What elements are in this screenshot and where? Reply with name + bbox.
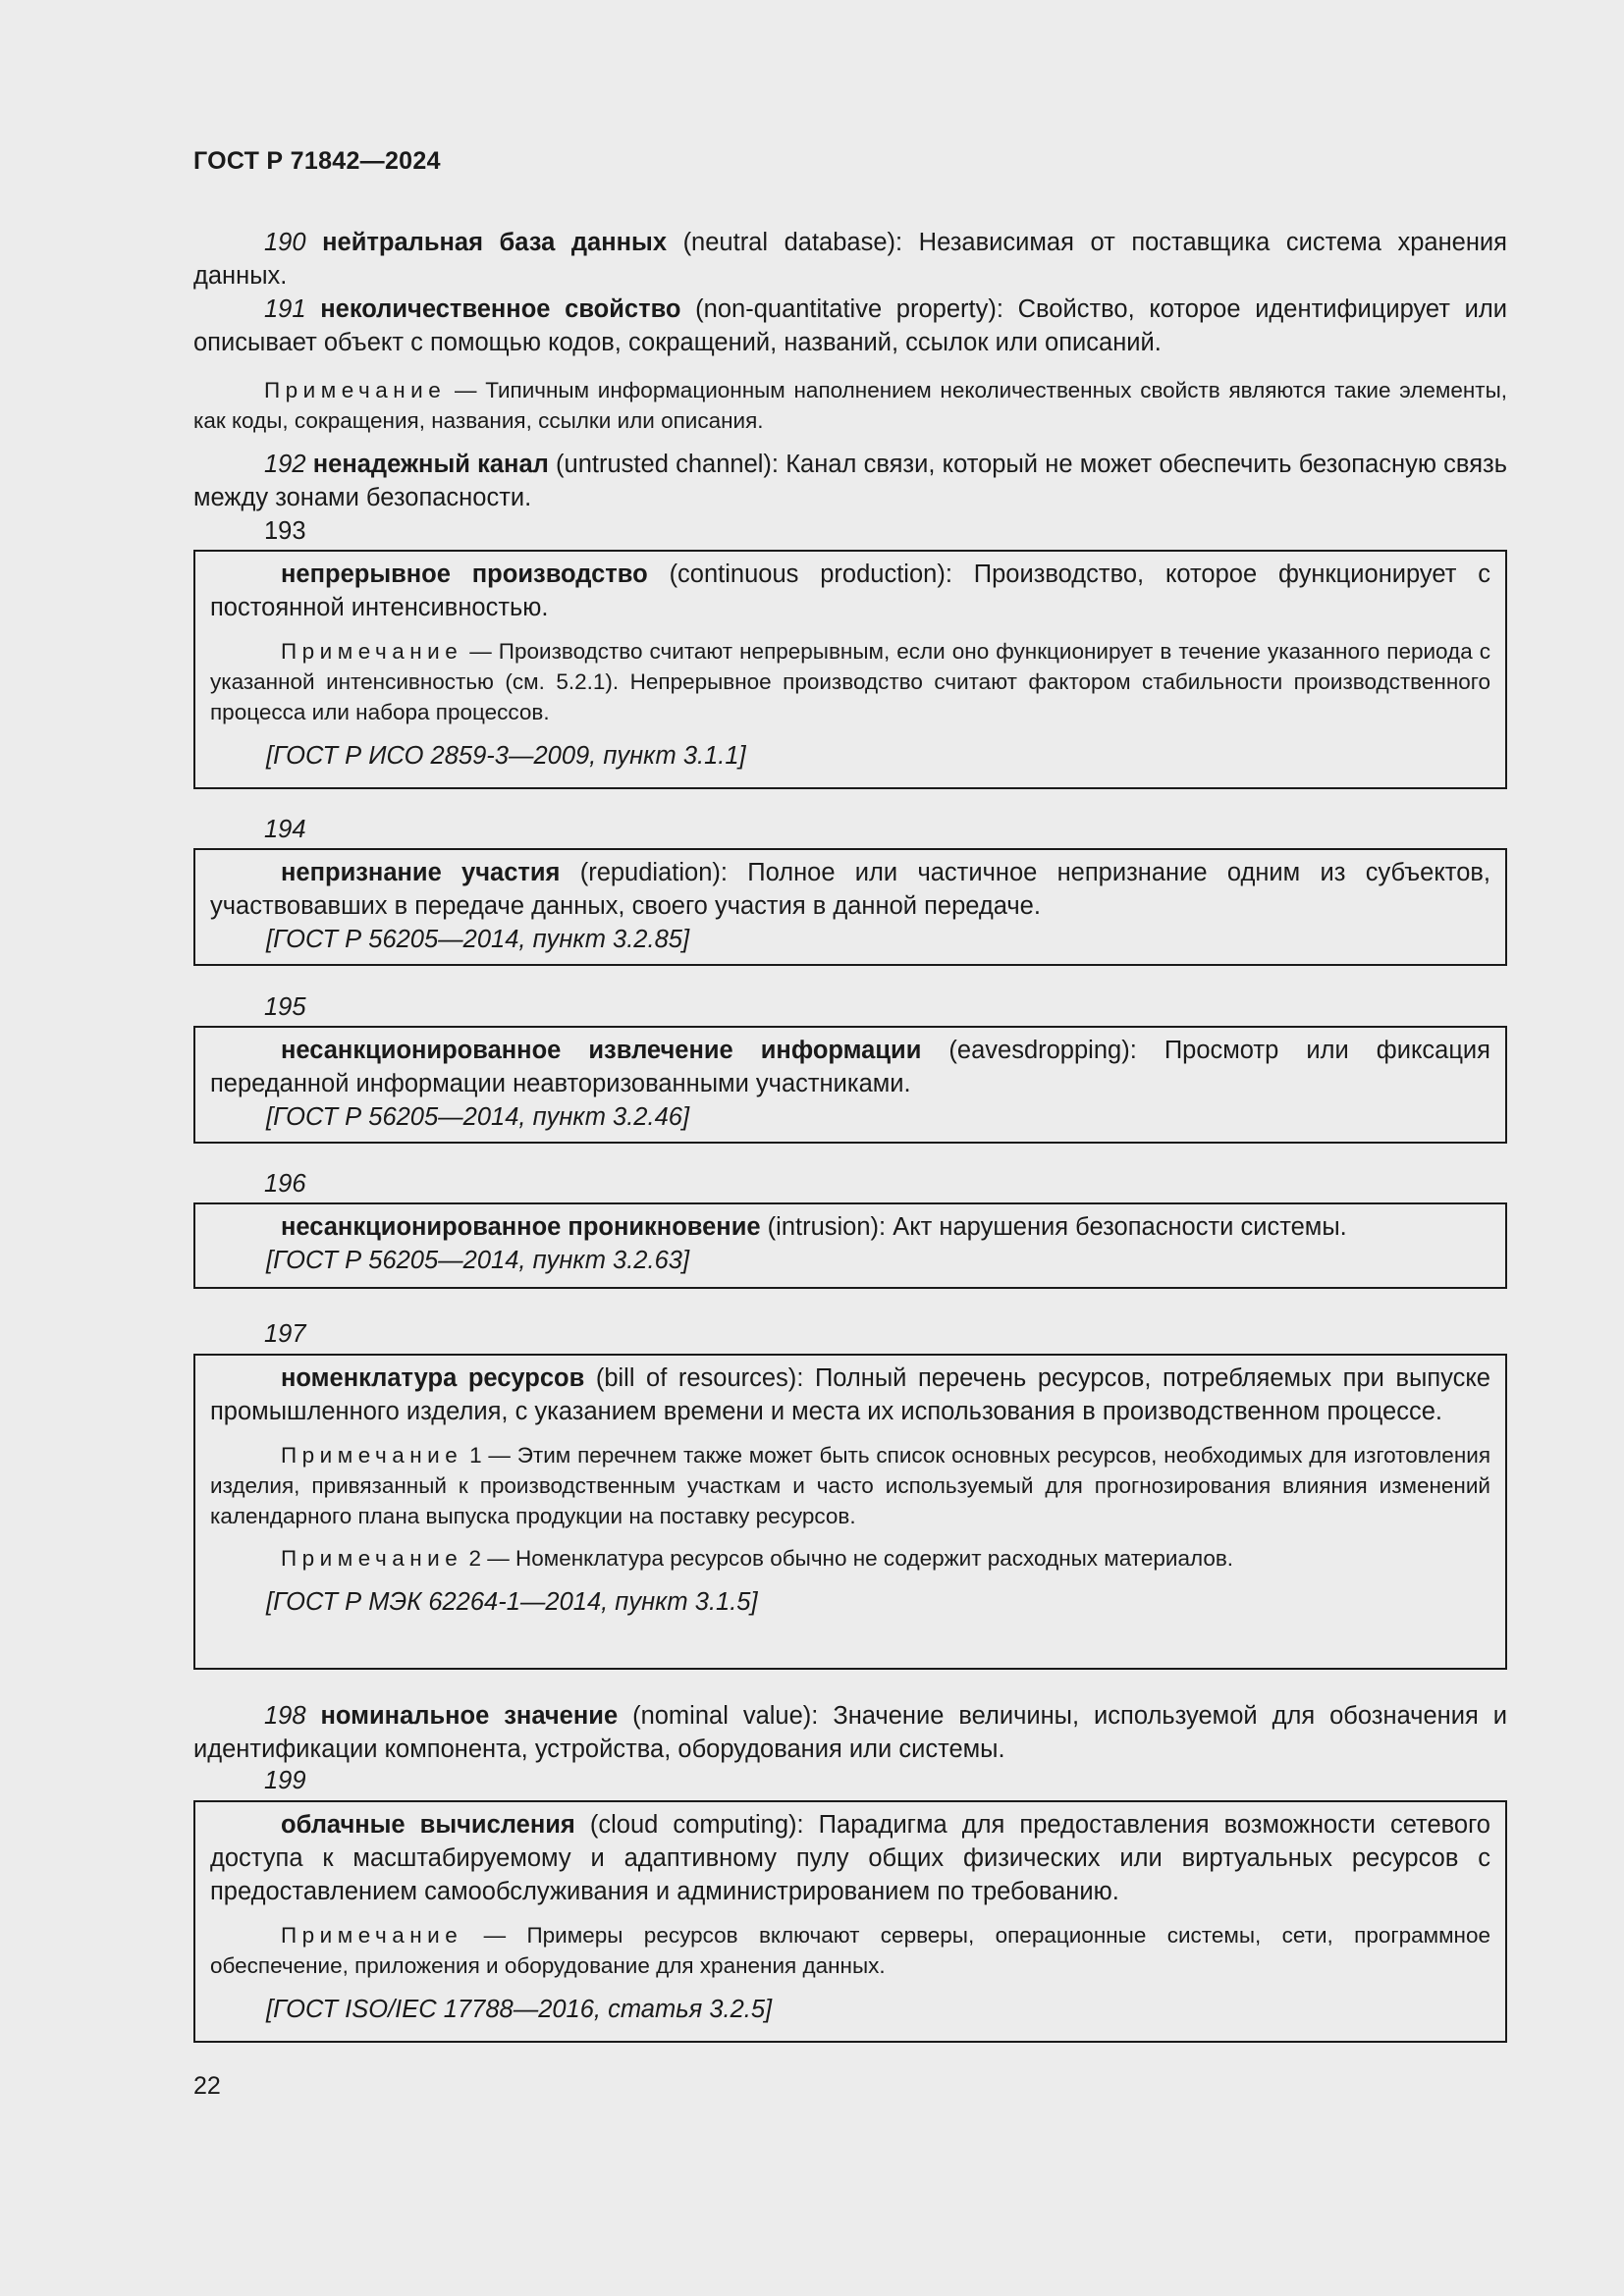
term-number: 198 <box>264 1702 306 1730</box>
note-text: — Типичным информационным наполнением неколичественных свойств являются такие элементы, как коды, сокращения, названия, ссылки или описания. <box>193 378 1507 433</box>
term-english: (repudiation) <box>560 859 721 886</box>
term-source: [ГОСТ Р 56205—2014, пункт 3.2.85] <box>266 926 690 953</box>
term-box-195 <box>193 1026 1507 1144</box>
term-box-196 <box>193 1202 1507 1289</box>
term-entry-191 <box>193 293 1507 436</box>
term-english: (continuous production) <box>647 561 946 588</box>
term-title: номенклатура ресурсов <box>281 1364 585 1392</box>
term-english: (eavesdropping) <box>921 1037 1130 1064</box>
term-definition: : Производство, которое функционирует с постоянной интенсивностью. <box>210 561 1490 621</box>
term-number: 191 <box>264 295 306 323</box>
term-definition: : Полный перечень ресурсов, потребляемых при выпуске промышленного изделия, с указанием времени и места их использования в производственном процессе. <box>210 1364 1490 1425</box>
note-label: Примечание <box>281 1546 463 1571</box>
document-header: ГОСТ Р 71842—2024 <box>193 147 441 175</box>
term-source: [ГОСТ Р 56205—2014, пункт 3.2.63] <box>266 1247 690 1274</box>
term-number-196: 196 <box>264 1170 306 1198</box>
term-box-199 <box>193 1800 1507 2043</box>
term-english: (nominal value) <box>618 1702 812 1730</box>
term-definition: : Акт нарушения безопасности системы. <box>879 1213 1347 1241</box>
page-number: 22 <box>193 2072 221 2100</box>
note-text: 1 — Этим перечнем также может быть список основных ресурсов, необходимых для изготовления изделия, привязанный к производственным участкам и часто используемый для прогнозирования влияния изменений календарного плана выпуска продукции на поставку ресурсов. <box>210 1443 1490 1528</box>
term-source: [ГОСТ Р МЭК 62264-1—2014, пункт 3.1.5] <box>266 1588 758 1616</box>
term-number-197: 197 <box>264 1320 306 1348</box>
note-text: — Производство считают непрерывным, если оно функционирует в течение указанного периода с указанной интенсивностью (см. 5.2.1). Непрерывное производство считают фактором стабильности производственного процесса или набора процессов. <box>210 639 1490 724</box>
term-title: облачные вычисления <box>281 1811 575 1839</box>
note-label: Примечание <box>281 1443 463 1468</box>
term-english: (cloud computing) <box>574 1811 797 1839</box>
term-entry-198 <box>193 1699 1507 1766</box>
term-source: [ГОСТ Р ИСО 2859-3—2009, пункт 3.1.1] <box>266 742 746 770</box>
term-number-194: 194 <box>264 816 306 843</box>
term-title: ненадежный канал <box>312 451 549 478</box>
term-source: [ГОСТ ISO/IEC 17788—2016, статья 3.2.5] <box>266 1996 773 2023</box>
term-note <box>193 375 1507 436</box>
term-box-197 <box>193 1354 1507 1670</box>
term-definition: : Значение величины, используемой для обозначения и идентификации компонента, устройства, оборудования или системы. <box>193 1702 1507 1763</box>
term-number-195: 195 <box>264 993 306 1021</box>
term-number: 192 <box>264 451 306 478</box>
term-definition: : Просмотр или фиксация переданной информации неавторизованными участниками. <box>210 1037 1490 1097</box>
term-title: нейтральная база данных <box>322 229 667 256</box>
term-definition: : Независимая от поставщика система хранения данных. <box>193 229 1507 290</box>
term-english: (intrusion) <box>760 1213 880 1241</box>
note-label: Примечание <box>281 639 463 664</box>
term-note-1 <box>210 1440 1490 1531</box>
term-box-194 <box>193 848 1507 966</box>
term-entry-190 <box>193 226 1507 293</box>
note-text: 2 — Номенклатура ресурсов обычно не содержит расходных материалов. <box>462 1546 1234 1571</box>
term-english: (untrusted channel) <box>548 451 772 478</box>
note-label: Примечание <box>264 378 447 402</box>
term-title: несанкционированное извлечение информации <box>281 1037 922 1064</box>
note-label: Примечание <box>281 1923 463 1948</box>
term-definition: : Парадигма для предоставления возможности сетевого доступа к масштабируемому и адаптивному пулу общих физических или виртуальных ресурсов с предоставлением самообслуживания и администрированием по требованию. <box>210 1811 1490 1905</box>
term-definition: : Свойство, которое идентифицирует или описывает объект с помощью кодов, сокращений, названий, ссылок или описаний. <box>193 295 1507 356</box>
term-english: (neutral database) <box>667 229 896 256</box>
term-number-193: 193 <box>264 517 306 545</box>
term-box-193 <box>193 550 1507 789</box>
term-definition: : Полное или частичное непризнание одним из субъектов, участвовавших в передаче данных, своего участия в данной передаче. <box>210 859 1491 920</box>
term-title: номинальное значение <box>320 1702 619 1730</box>
term-definition: : Канал связи, который не может обеспечить безопасную связь между зонами безопасности. <box>193 451 1507 511</box>
term-title: несанкционированное проникновение <box>281 1213 761 1241</box>
term-number-199: 199 <box>264 1767 306 1794</box>
term-source: [ГОСТ Р 56205—2014, пункт 3.2.46] <box>266 1103 690 1131</box>
term-note <box>210 636 1490 727</box>
term-english: (bill of resources) <box>584 1364 797 1392</box>
term-number: 190 <box>264 229 306 256</box>
note-text: — Примеры ресурсов включают серверы, операционные системы, сети, программное обеспечение, приложения и оборудование для хранения данных. <box>210 1923 1490 1978</box>
term-entry-192 <box>193 448 1507 514</box>
term-note <box>210 1920 1490 1981</box>
term-english: (non-quantitative property) <box>680 295 997 323</box>
term-note-2 <box>210 1543 1490 1574</box>
term-title: неколичественное свойство <box>320 295 681 323</box>
term-title: непризнание участия <box>281 859 561 886</box>
term-title: непрерывное производство <box>281 561 648 588</box>
